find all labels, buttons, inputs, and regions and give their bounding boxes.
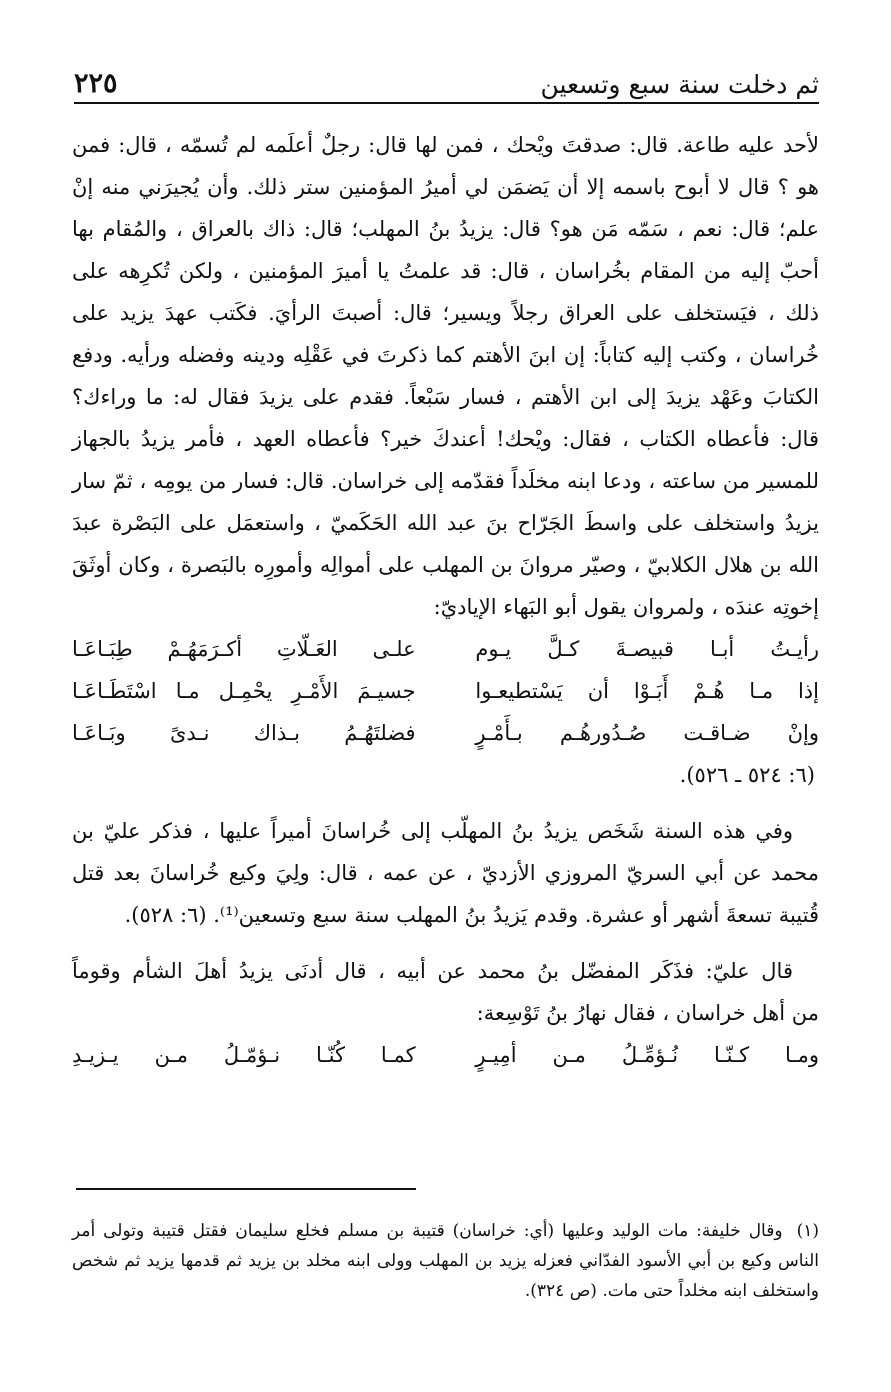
verse-second-hemistich: جسيـمَ الأَمْـرِ يحْمِـل مـا اسْتَطَـاعَـا: [72, 679, 416, 703]
spacer: [72, 936, 819, 950]
running-title: ثم دخلت سنة سبع وتسعين: [540, 70, 819, 99]
paragraph: [72, 950, 819, 1034]
footnote: [72, 1216, 819, 1306]
text-line: قال عليّ: فذَكَر المفضّل بنُ محمد عن أبيه ، قال أدنَى يزيدُ أهلَ الشأم وقوماً: [72, 959, 793, 983]
verse: [72, 628, 819, 670]
verse-second-hemistich: كمـا كُنّـا نـؤمّـلُ مـن يـزيـدِ: [72, 1043, 416, 1067]
page-number: ٢٢٥: [74, 68, 118, 99]
verse: [72, 712, 819, 754]
verse: [72, 1034, 819, 1076]
page-header: [74, 62, 819, 104]
verse-second-hemistich: فضلتَهُـمُ بـذاك نـدىً وبَـاعَـا: [72, 721, 416, 745]
poem: [72, 1034, 819, 1076]
main-text: [72, 124, 819, 1076]
footnotes: [72, 1216, 819, 1306]
footnote-separator: [76, 1188, 416, 1190]
verse: [72, 670, 819, 712]
verse-first-hemistich: وإنْ ضـاقـت صُـدُورهُـم بـأَمْـرٍ: [475, 721, 819, 745]
verse-first-hemistich: إذا مـا هُـمْ أَبَـوْا أن يَسْتطيعـوا: [475, 679, 819, 703]
poem: [72, 628, 819, 754]
spacer: [72, 796, 819, 810]
text-line: من أهل خراسان ، فقال نهارُ بنُ تَوْسِعة:: [476, 1001, 819, 1025]
verse-first-hemistich: ومـا كـنّـا نُـؤمِّـلُ مـن أمِيـرٍ: [475, 1043, 819, 1067]
source-reference: (٦: ٥٢٤ ـ ٥٢٦).: [679, 763, 815, 787]
verse-first-hemistich: رأيـتُ أبـا قبيصـةَ كـلَّ يـوم: [475, 637, 819, 661]
footnote-marker: (١): [796, 1221, 819, 1241]
footnote-text: وقال خليفة: مات الوليد وعليها (أي: خراسان) قتيبة بن مسلم فخلع سليمان فقتل قتيبة وتولى أمر الناس وكيع بن أبي الأسود الفدّاني فعزله يزيد بن المهلب وولى ابنه مخلد بن يزيد ثم قدمها يزيد ثم شخص واستخلف ابنه مخلداً حتى مات. (ص ٣٢٤).: [72, 1221, 819, 1301]
paragraph: وفي هذه السنة شَخَص يزيدُ بنُ المهلّب إلى خُراسانَ أميراً عليها ، فذكر عليّ بن محمد عن أبي السريّ المروزي الأزديّ ، عن عمه ، قال: ولِيَ وكيع خُراسانَ بعد قتل قُتيبة تسعةَ أشهر أو عشرة. وقدم يَزيدُ بنُ المهلب سنة سبع وتسعين⁽¹⁾. (٦: ٥٢٨).: [72, 819, 819, 927]
paragraph: لأحد عليه طاعة. قال: صدقتَ ويْحك ، فمن لها قال: رجلٌ أعلَمه لم تُسمّه ، قال: فمن هو ؟ قال لا أبوح باسمه إلا أن يَضمَن لي أميرُ المؤمنين ستر ذلك. وأن يُجيرَني منه إنْ علم؛ قال: نعم ، سَمّه مَن هو؟ قال: يزيدُ بنُ المهلب؛ قال: ذاك بالعراق ، والمُقام بها أحبّ إليه من المقام بخُراسان ، قال: قد علمتُ يا أميرَ المؤمنين ، ولكن تُكرِهه على ذلك ، فيَستخلف على العراق رجلاً ويسير؛ قال: أصبتَ الرأيَ. فكَتب عهدَ يزيد على خُراسان ، وكتب إليه كتاباً: إن ابنَ الأهتم كما ذكرتَ في عَقْلِه ودينه وفضله ورأيه. ودفع الكتابَ وعَهْد يزيدَ إلى ابن الأهتم ، فسار سَبْعاً. فقدم على يزيدَ فقال له: ما وراءك؟ قال: فأعطاه الكتاب ، فقال: ويْحك! أعندكَ خير؟ فأعطاه العهد ، فأمر يزيدُ بالجهاز للمسير من ساعته ، ودعا ابنه مخلَداً فقدّمه إلى خراسان. قال: فسار من يومِه ، ثمّ سار يزيدُ واستخلف على واسطَ الجَرّاح بنَ عبد الله الحَكَميّ ، واستعمَل على البَصْرة عبدَ الله بن هلال الكلابيّ ، وصيّر مروانَ بن المهلب على أموالِه وأمورِه بالبَصرة ، وكان أوثَقَ إخوتِه عندَه ، ولمروان يقول أبو البَهاء الإياديّ:: [72, 133, 819, 619]
verse-second-hemistich: علـى العَـلّاتِ أكـرَمَهُـمْ طِبَـاعَـا: [72, 637, 416, 661]
